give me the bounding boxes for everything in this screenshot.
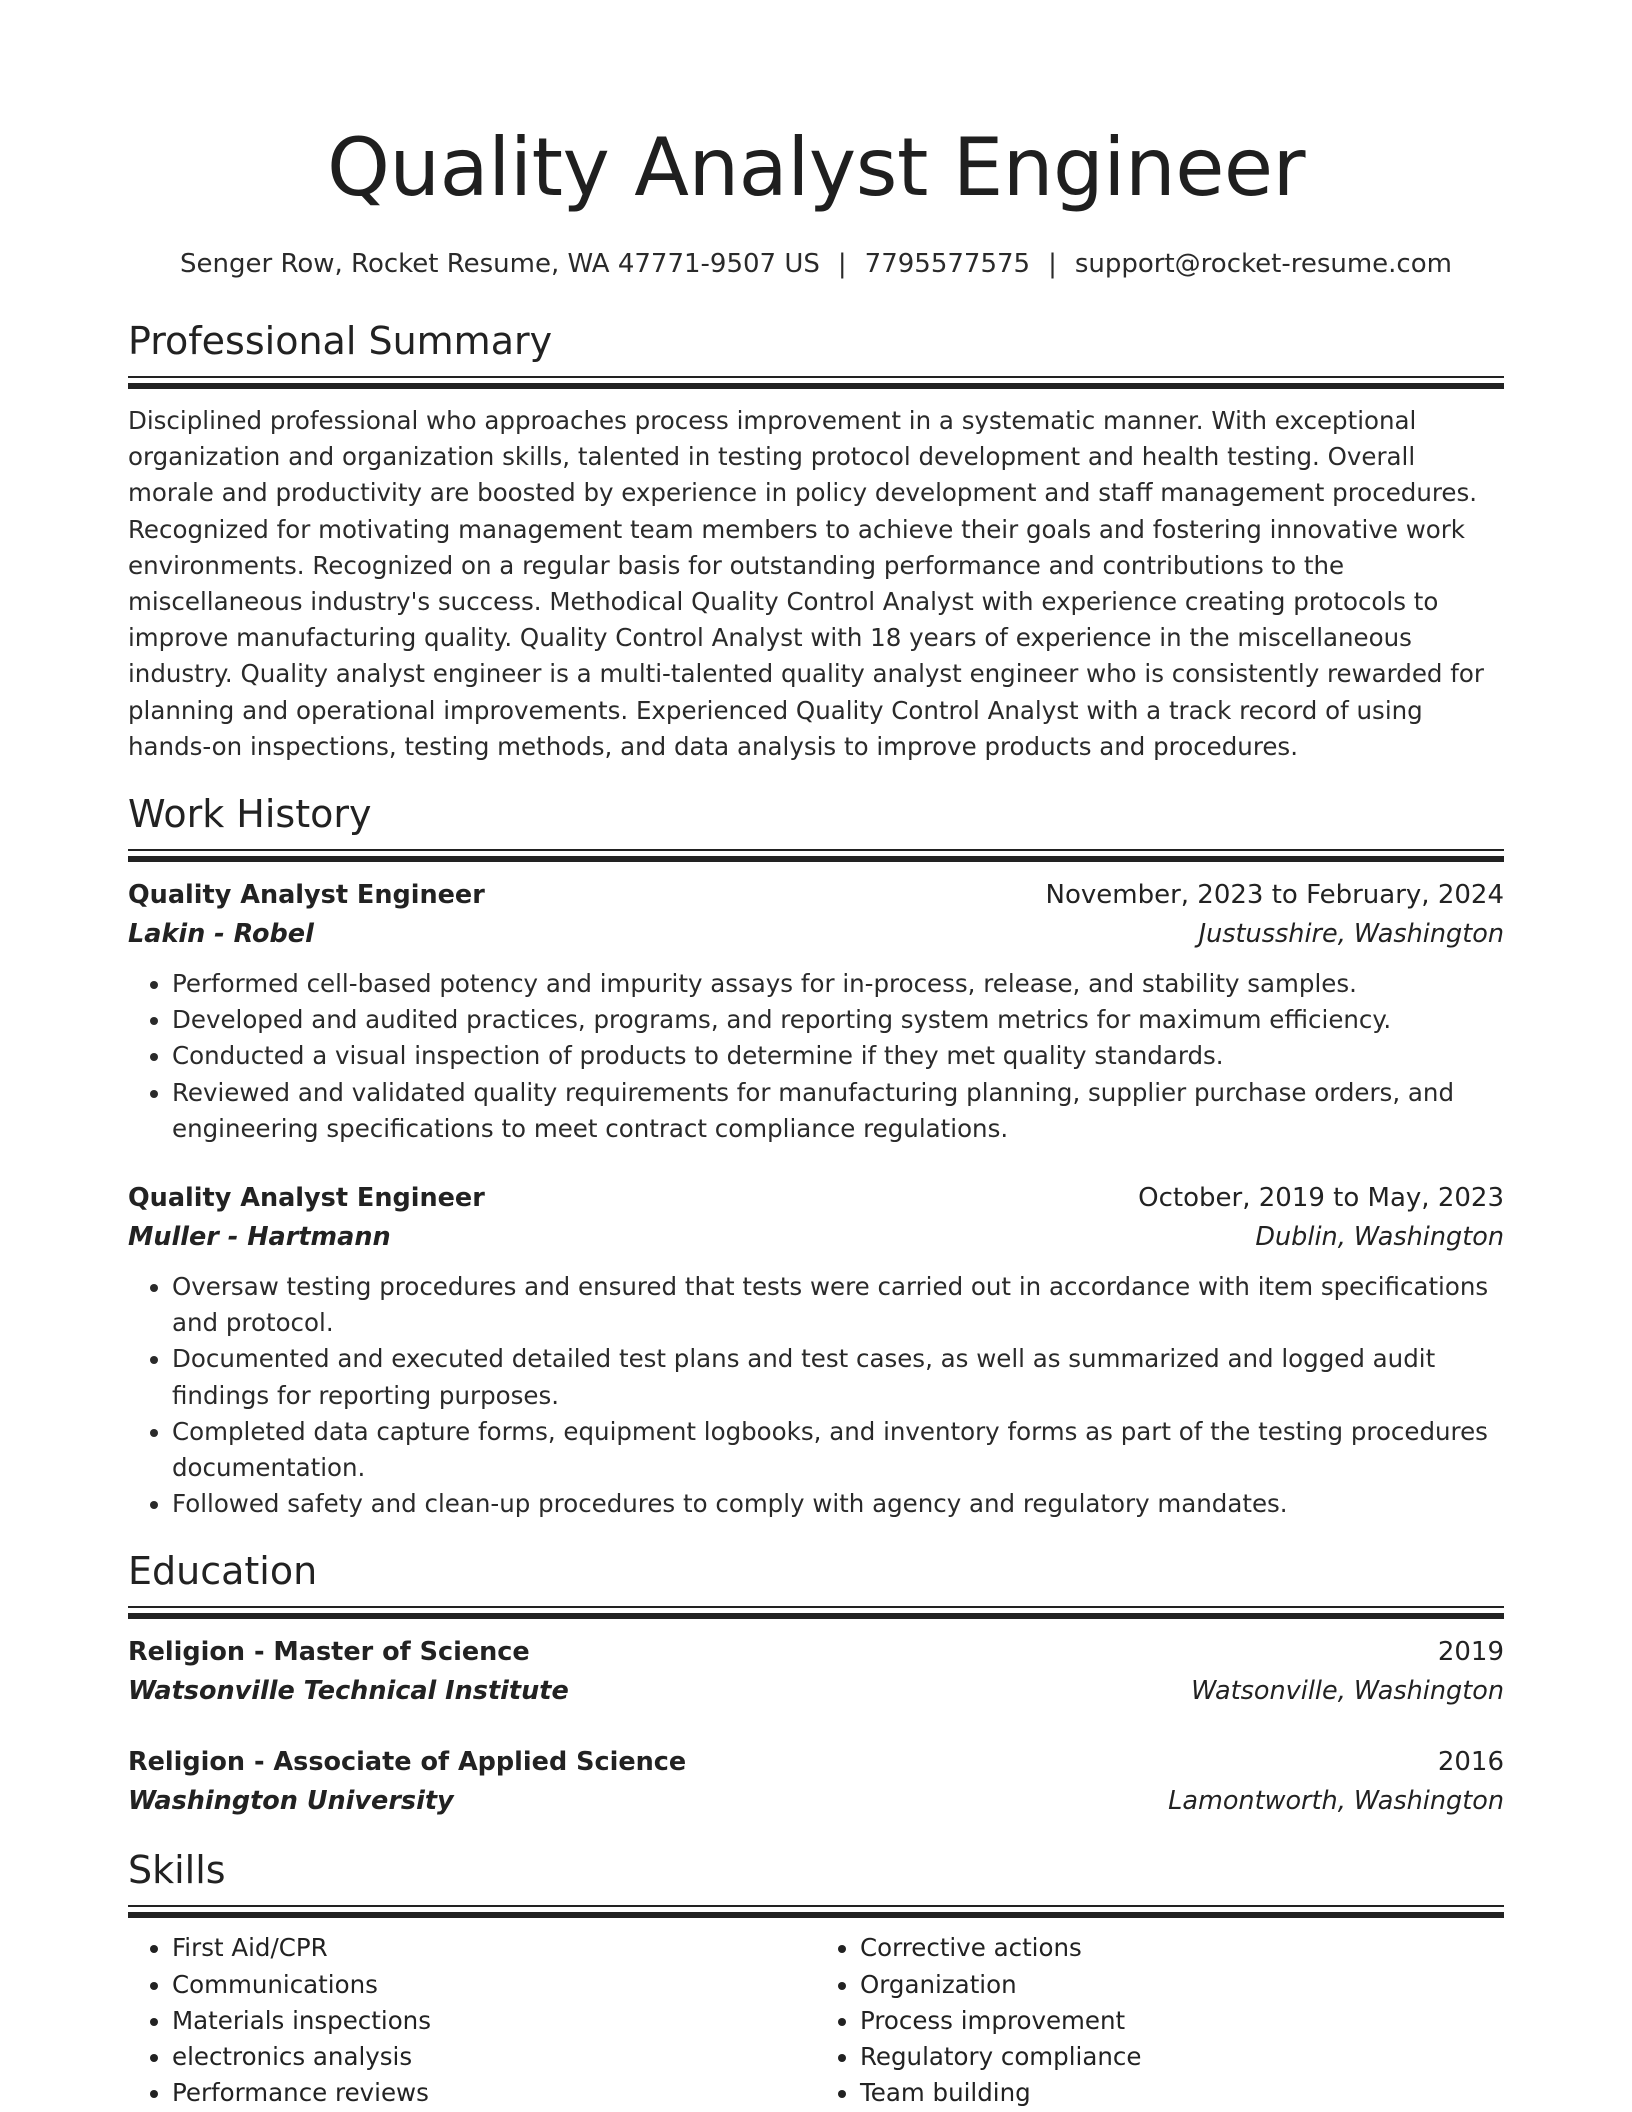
list-item: • Followed safety and clean-up procedures to comply with agency and regulatory mandates. [172, 1486, 1504, 1522]
list-item: • Organization [860, 1967, 1504, 2003]
summary-text: Disciplined professional who approaches process improvement in a systematic manner. With exceptional organization and organization skills, talented in testing protocol development and health testing. Overall morale and productivity are boosted by experience in policy development and staff management procedures. Recognized for motivating management team members to achieve their goals and fostering innovative work environments. Recognized on a regular basis for outstanding performance and contributions to the miscellaneous industry's success. Methodical Quality Control Analyst with experience creating protocols to improve manufacturing quality. Quality Control Analyst with 18 years of experience in the miscellaneous industry. Quality analyst engineer is a multi-talented quality analyst engineer who is consistently rewarded for planning and operational improvements. Experienced Quality Control Analyst with a track record of using hands-on inspections, testing methods, and data analysis to improve products and procedures. [128, 406, 1484, 761]
graduation-year: 2019 [1437, 1637, 1504, 1668]
degree: Religion - Associate of Applied Science [128, 1747, 687, 1778]
email-link[interactable]: support@rocket-resume.com [1074, 249, 1452, 279]
school-name: Washington University [128, 1786, 454, 1817]
company-name: Lakin - Robel [128, 919, 314, 950]
job-bullets [128, 966, 1504, 1147]
list-item: • electronics analysis [172, 2039, 816, 2075]
section-title-work: Work History [128, 792, 372, 837]
education-entry [128, 1633, 1504, 1711]
section-divider [128, 1905, 1504, 1918]
job-location: Dublin, Washington [1255, 1222, 1504, 1253]
education-entry [128, 1743, 1504, 1821]
phone: 7795577575 [864, 249, 1031, 279]
section-divider [128, 849, 1504, 862]
list-item: • Documented and executed detailed test plans and test cases, as well as summarized and logged audit findings for reporting purposes. [172, 1341, 1504, 1413]
skills-list-left [128, 1930, 816, 2111]
list-item: • Reviewed and validated quality requirements for manufacturing planning, supplier purchase orders, and engineering specifications to meet contract compliance regulations. [172, 1075, 1504, 1147]
section-title-summary: Professional Summary [128, 319, 553, 363]
list-item: • Communications [172, 1967, 816, 2003]
skills-section [128, 1845, 1504, 2111]
list-item: • Conducted a visual inspection of products to determine if they met quality standards. [172, 1038, 1504, 1074]
address: Senger Row, Rocket Resume, WA 47771-9507 US [180, 249, 820, 279]
list-item: • Team building [860, 2075, 1504, 2111]
graduation-year: 2016 [1437, 1747, 1504, 1778]
company-name: Muller - Hartmann [128, 1222, 391, 1253]
contact-line [128, 246, 1504, 282]
separator: | [837, 249, 847, 279]
list-item: • Oversaw testing procedures and ensured that tests were carried out in accordance with item specifications and protocol. [172, 1269, 1504, 1341]
job-title: Quality Analyst Engineer [128, 1183, 485, 1214]
list-item: • First Aid/CPR [172, 1930, 816, 1966]
summary-section [128, 316, 1504, 765]
job-entry [128, 876, 1504, 1147]
job-location: Justusshire, Washington [1198, 919, 1504, 950]
job-title: Quality Analyst Engineer [128, 880, 485, 911]
section-divider [128, 1606, 1504, 1619]
job-bullets [128, 1269, 1504, 1522]
school-name: Watsonville Technical Institute [128, 1676, 569, 1707]
page-title: Quality Analyst Engineer [326, 121, 1306, 214]
school-location: Watsonville, Washington [1191, 1676, 1504, 1707]
job-dates: October, 2019 to May, 2023 [1138, 1183, 1504, 1214]
work-section [128, 789, 1504, 1522]
list-item: • Process improvement [860, 2003, 1504, 2039]
section-title-skills: Skills [128, 1848, 226, 1893]
job-dates: November, 2023 to February, 2024 [1045, 880, 1504, 911]
education-section [128, 1546, 1504, 1821]
list-item: • Performance reviews [172, 2075, 816, 2111]
list-item: • Materials inspections [172, 2003, 816, 2039]
degree: Religion - Master of Science [128, 1637, 530, 1668]
job-entry [128, 1179, 1504, 1522]
separator: | [1048, 249, 1057, 279]
list-item: • Developed and audited practices, programs, and reporting system metrics for maximum efficiency. [172, 1002, 1504, 1038]
section-divider [128, 376, 1504, 389]
skills-columns [128, 1918, 1504, 2111]
list-item: • Completed data capture forms, equipment logbooks, and inventory forms as part of the testing procedures documentation. [172, 1414, 1504, 1486]
list-item: • Corrective actions [860, 1930, 1504, 1966]
list-item: • Regulatory compliance [860, 2039, 1504, 2075]
school-location: Lamontworth, Washington [1168, 1786, 1504, 1817]
section-title-education: Education [128, 1549, 318, 1594]
skills-list-right [816, 1930, 1504, 2111]
list-item: • Performed cell-based potency and impurity assays for in-process, release, and stability samples. [172, 966, 1504, 1002]
